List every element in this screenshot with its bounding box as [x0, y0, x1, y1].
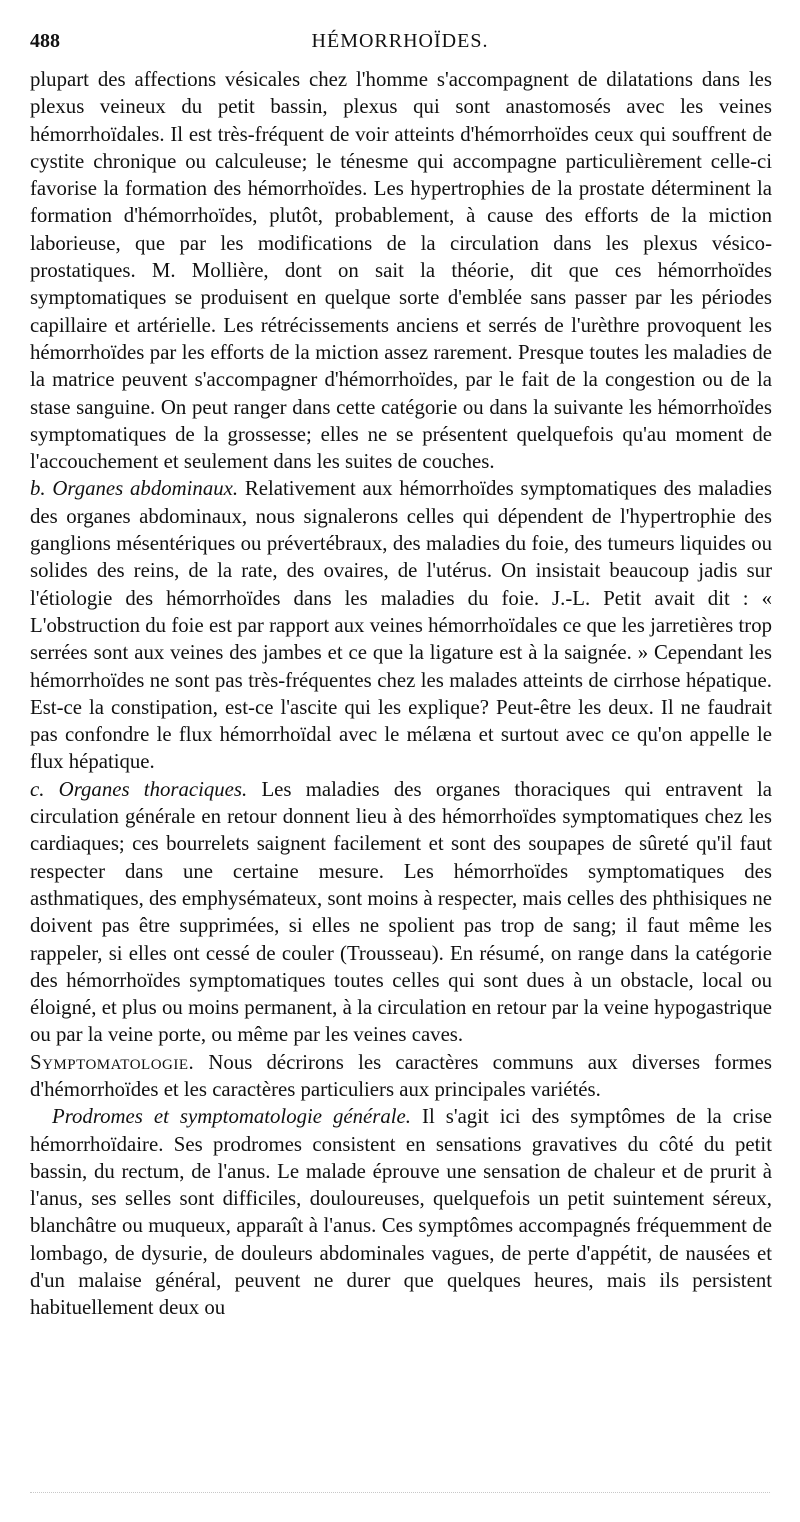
running-title: HÉMORRHOÏDES.: [311, 30, 489, 52]
paragraph-text: Relativement aux hémorrhoïdes symptomatiques des maladies des organes abdominaux, nous signalerons celles qui dépendent de l'hypertrophie des ganglions mésentériques ou prévertébraux, des maladies du foie, des tumeurs liquides ou solides des reins, de la rate, des ovaires, de l'utérus. On insistait beaucoup jadis sur l'étiologie des hémorrhoïdes dans les maladies du foie. J.-L. Petit avait dit : « L'obstruction du foie est par rapport aux veines hémorrhoïdales ce que les jarretières trop serrées sont aux veines des jambes et ce que la ligature est à la saignée. » Cependant les hémorrhoïdes ne sont pas très-fréquentes chez les malades atteints de cirrhose hépatique. Est-ce la constipation, est-ce l'ascite qui les explique? Peut-être les deux. Il ne faudrait pas confondre le flux hémorrhoïdal avec le mélæna et surtout avec ce qu'on appelle le flux hépatique.: [30, 477, 773, 774]
section-heading-organes-abdominaux: b. Organes abdominaux.: [30, 477, 239, 501]
paragraph-organes-abdominaux: [30, 475, 772, 775]
paragraph-prodromes: [30, 1103, 772, 1321]
section-heading-organes-thoraciques: c. Organes thoraciques.: [30, 777, 248, 801]
section-heading-symptomatologie: Symptomatologie.: [30, 1050, 195, 1074]
page-number: 488: [30, 30, 60, 52]
paragraph-text: plupart des affections vésicales chez l'homme s'accompagnent de dilatations dans les plexus veineux du petit bassin, plexus qui sont anastomosés avec les veines hémorrhoïdales. Il est très-fréquent de voir atteints d'hémorrhoïdes ceux qui souffrent de cystite chronique ou calculeuse; le ténesme qui accompagne particulièrement celle-ci favorise la formation des hémorrhoïdes. Les hypertrophies de la prostate déterminent la formation d'hémorrhoïdes, plutôt, probablement, à cause des efforts de la miction laborieuse, que par les modifications de la circulation dans les plexus vésico-prostatiques. M. Mollière, dont on sait la théorie, dit que ces hémorrhoïdes symptomatiques se produisent en quelque sorte d'emblée sans passer par les périodes capillaire et artérielle. Les rétrécissements anciens et serrés de l'urèthre provoquent les hémorrhoïdes par les efforts de la miction assez rarement. Presque toutes les maladies de la matrice peuvent s'accompagner d'hémorrhoïdes, par le fait de la congestion ou de la stase sanguine. On peut ranger dans cette catégorie ou dans la suivante les hémorrhoïdes symptomatiques de la grossesse; elles ne se présentent quelquefois qu'au moment de l'accouchement et seulement dans les suites de couches.: [30, 68, 772, 474]
paragraph-symptomatologie: [30, 1049, 772, 1104]
paragraph-continuation: [30, 66, 772, 475]
paragraph-organes-thoraciques: [30, 776, 772, 1049]
bottom-divider: [30, 1492, 770, 1493]
paragraph-text: Nous décrirons les caractères communs aux diverses formes d'hémorrhoïdes et les caractères particuliers aux principales variétés.: [30, 1050, 772, 1101]
paragraph-text: Il s'agit ici des symptômes de la crise hémorrhoïdaire. Ses prodromes consistent en sensations gravatives du côté du petit bassin, du rectum, de l'anus. Le malade éprouve une sensation de chaleur et de prurit à l'anus, ses selles sont difficiles, douloureuses, quelquefois un petit suintement séreux, blanchâtre ou muqueux, apparaît à l'anus. Ces symptômes accompagnés fréquemment de lombago, de dysurie, de douleurs abdominales vagues, de perte d'appétit, de nausées et d'un malaise général, peuvent ne durer que quelques heures, mais ils persistent habituellement deux ou: [30, 1105, 772, 1320]
page-header: [30, 30, 770, 60]
section-heading-prodromes: Prodromes et symptomatologie générale.: [52, 1105, 411, 1129]
paragraph-text: Les maladies des organes thoraciques qui entravent la circulation générale en retour donnent lieu à des hémorrhoïdes symptomatiques chez les cardiaques; ces bourrelets saignent facilement et sont des soupapes de sûreté qu'il faut respecter dans une certaine mesure. Les hémorrhoïdes symptomatiques des asthmatiques, des emphysémateux, sont moins à respecter, mais celles des phthisiques ne doivent pas être supprimées, si elles ne spolient pas trop de sang; il faut même les rappeler, si elles ont cessé de couler (Trousseau). En résumé, on range dans la catégorie des hémorrhoïdes symptomatiques toutes celles qui sont dues à un obstacle, local ou éloigné, et plus ou moins permanent, à la circulation en retour par la veine hypogastrique ou par la veine porte, ou même par les veines caves.: [30, 777, 773, 1047]
body-text: [30, 66, 772, 1322]
